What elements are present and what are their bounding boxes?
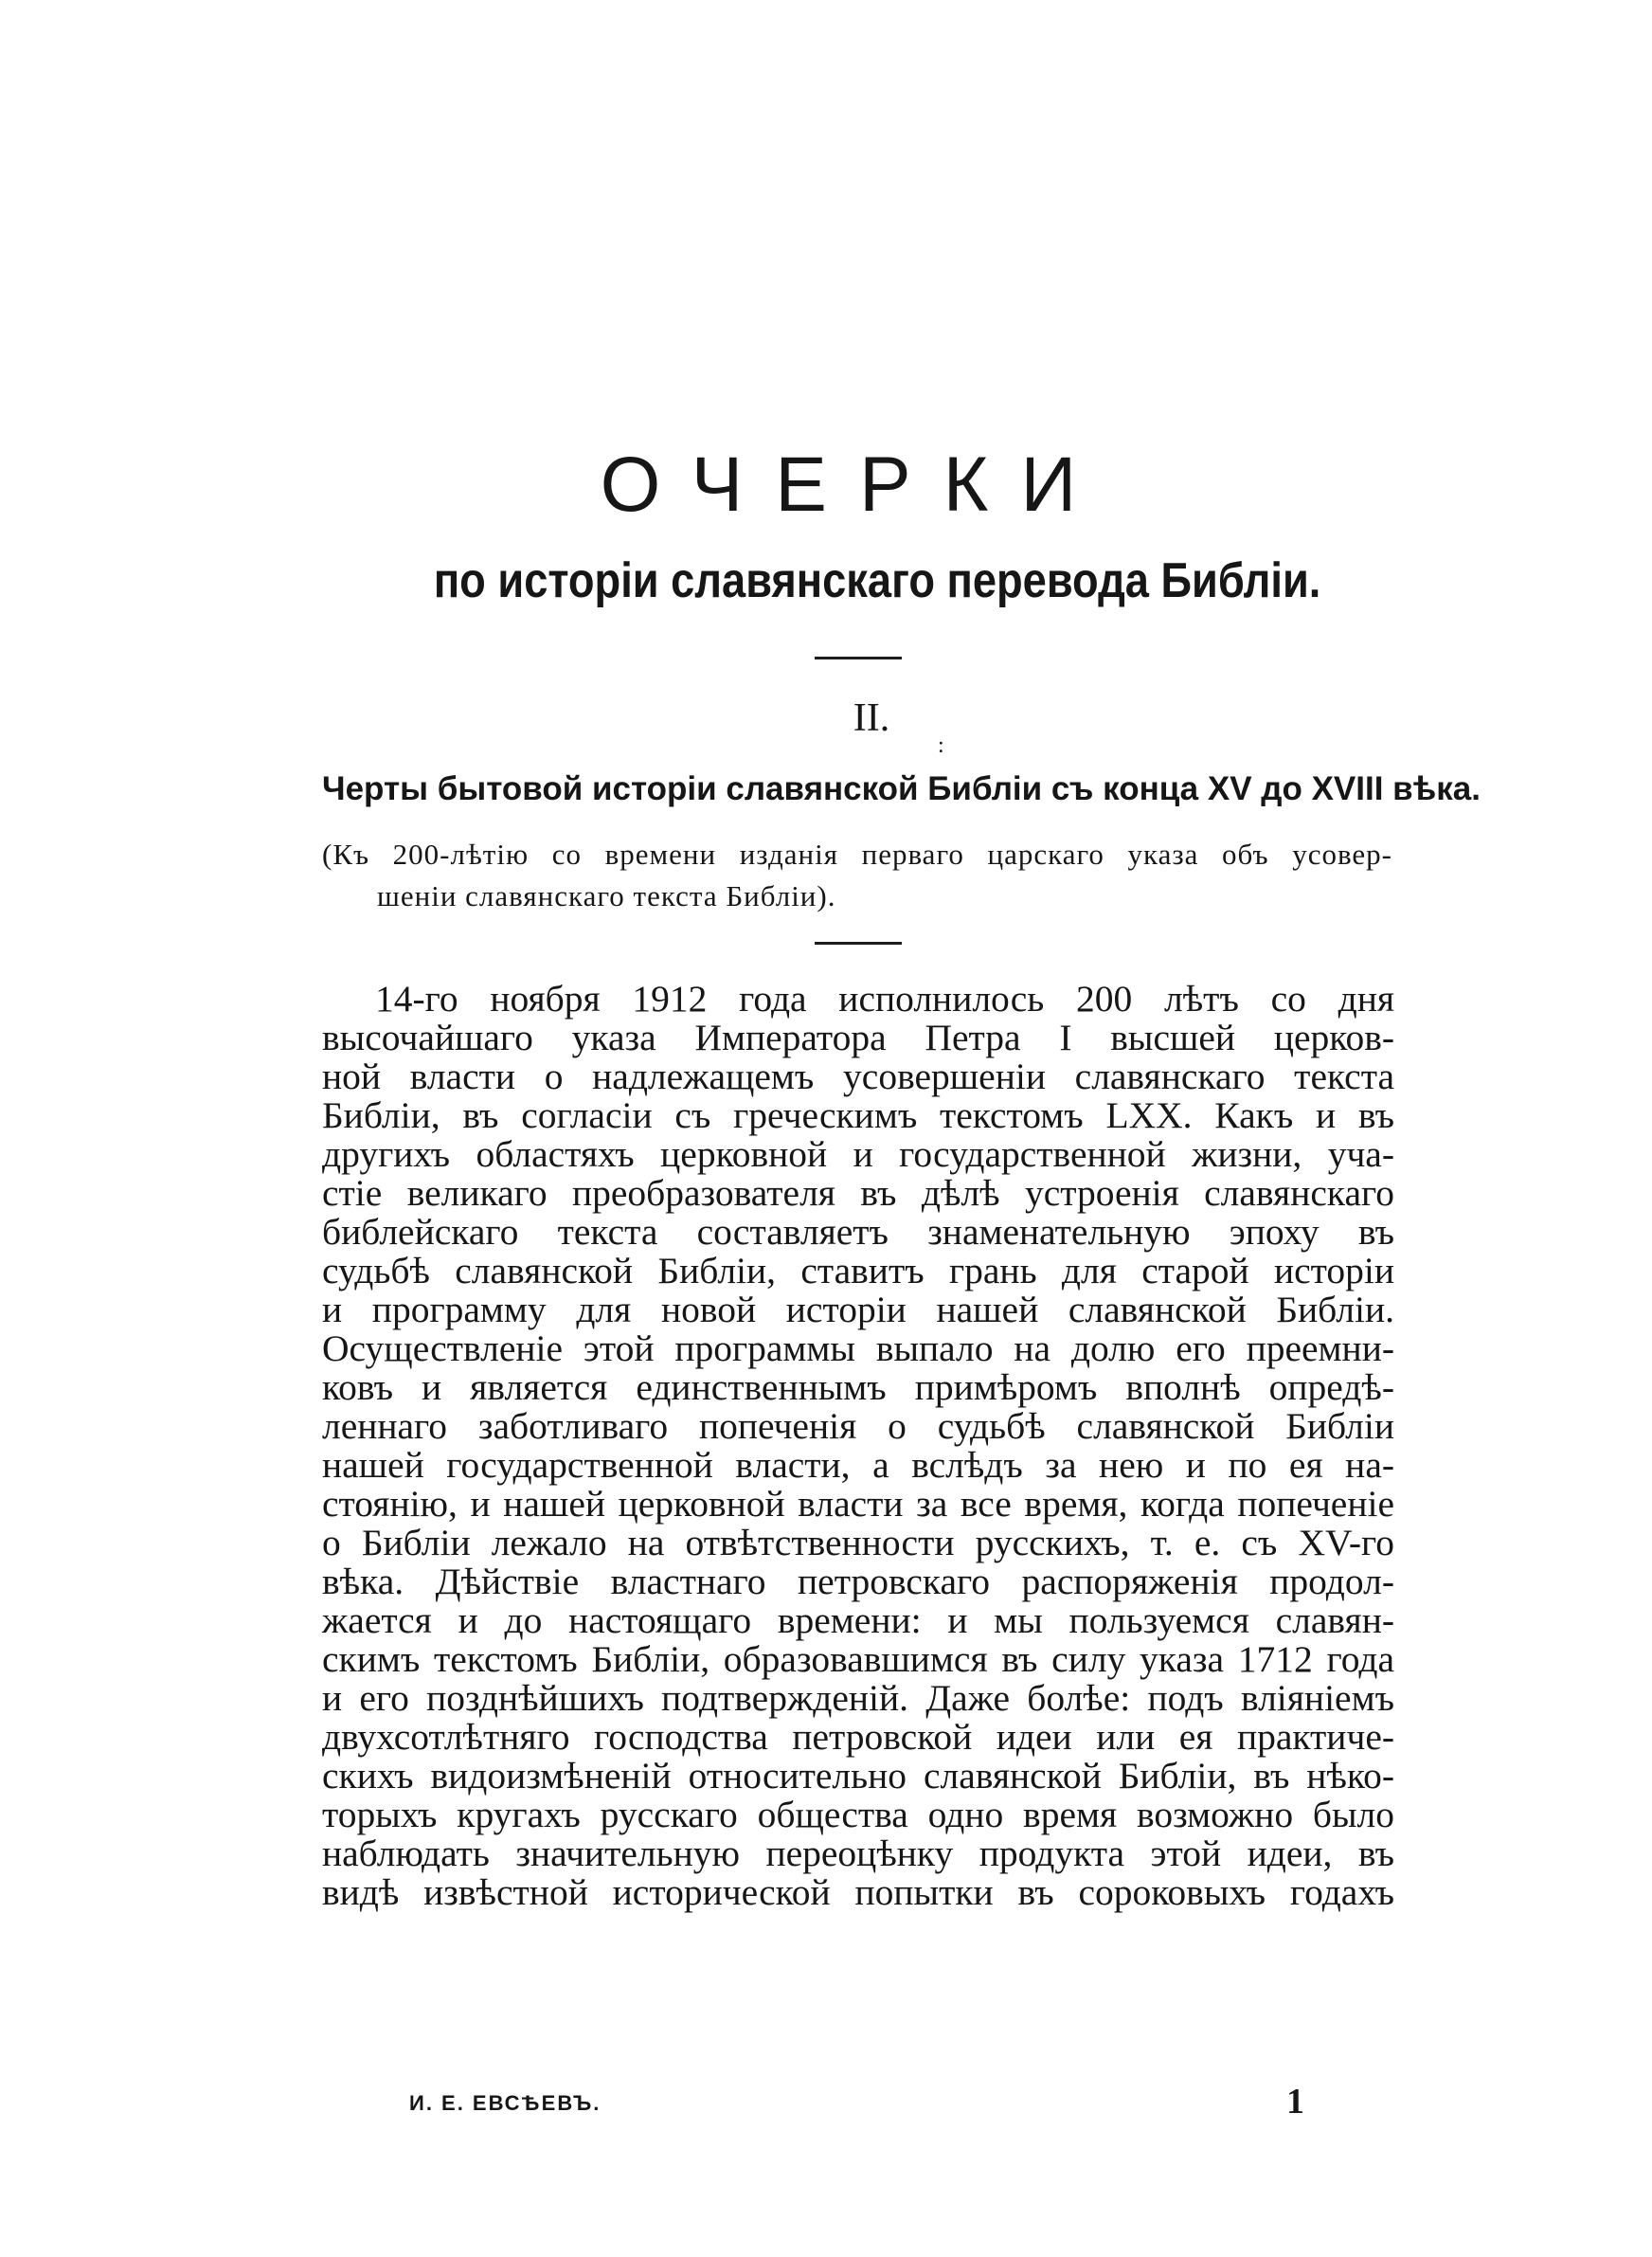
- body-line: жается и до настоящаго времени: и мы пользуемся славян-: [322, 1599, 1394, 1641]
- body-line: ной власти о надлежащемъ усовершеніи славянскаго текста: [322, 1056, 1394, 1097]
- footer-author-signature: И. Е. ЕВСѢЕВЪ.: [409, 2091, 602, 2115]
- body-line: ковъ и является единственнымъ примѣромъ вполнѣ опредѣ-: [322, 1366, 1394, 1408]
- document-subtitle: по исторіи славянскаго перевода Библіи.: [433, 553, 1321, 608]
- body-line: видѣ извѣстной исторической попытки въ сороковыхъ годахъ: [322, 1871, 1394, 1913]
- body-line: Осуществленіе этой программы выпало на долю его преемни-: [322, 1327, 1394, 1369]
- body-line: о Библіи лежало на отвѣтственности русскихъ, т. е. съ XV-го: [322, 1522, 1394, 1563]
- dedication-line: шеніи славянскаго текста Библіи).: [377, 879, 836, 912]
- body-line: леннаго заботливаго попеченія о судьбѣ славянской Библіи: [322, 1405, 1394, 1447]
- body-line: двухсотлѣтняго господства петровской идеи или ея практиче-: [322, 1716, 1394, 1758]
- body-line: Библіи, въ согласіи съ греческимъ текстомъ LXX. Какъ и въ: [322, 1094, 1394, 1136]
- body-line: вѣка. Дѣйствіе властнаго петровскаго распоряженія продол-: [322, 1561, 1394, 1602]
- body-line: высочайшаго указа Императора Петра I высшей церков-: [322, 1017, 1394, 1058]
- body-line: нашей государственной власти, а вслѣдъ за нею и по ея на-: [322, 1444, 1394, 1486]
- section-heading: Черты бытовой исторіи славянской Библіи съ конца XV до XVIII вѣка.: [322, 770, 1481, 807]
- body-line: торыхъ кругахъ русскаго общества одно время возможно было: [322, 1794, 1394, 1835]
- page-number: 1: [1286, 2082, 1304, 2122]
- separator-rule: [815, 942, 902, 945]
- part-number: II.: [853, 696, 890, 740]
- body-line: библейскаго текста составляетъ знаменательную эпоху въ: [322, 1211, 1394, 1253]
- dedication-note: [322, 834, 1392, 917]
- document-title: ОЧЕРКИ: [600, 442, 1109, 528]
- dedication-line: (Къ 200-лѣтію со времени изданія перваго царскаго указа объ усовер-: [322, 838, 1392, 871]
- stray-print-mark: :: [938, 733, 944, 758]
- body-paragraph: [322, 980, 1394, 1912]
- body-line: стоянію, и нашей церковной власти за все время, когда попеченіе: [322, 1483, 1394, 1525]
- body-line: скихъ видоизмѣненій относительно славянской Библіи, въ нѣко-: [322, 1755, 1394, 1797]
- body-line: скимъ текстомъ Библіи, образовавшимся въ силу указа 1712 года: [322, 1638, 1394, 1680]
- body-line: другихъ областяхъ церковной и государственной жизни, уча-: [322, 1133, 1394, 1175]
- body-line: 14-го ноября 1912 года исполнилось 200 лѣтъ со дня: [375, 978, 1394, 1020]
- body-line: судьбѣ славянской Библіи, ставитъ грань для старой исторіи: [322, 1250, 1394, 1291]
- body-line: и его позднѣйшихъ подтвержденій. Даже болѣе: подъ вліяніемъ: [322, 1677, 1394, 1719]
- body-line: наблюдать значительную переоцѣнку продукта этой идеи, въ: [322, 1833, 1394, 1874]
- body-line: стіе великаго преобразователя въ дѣлѣ устроенія славянскаго: [322, 1172, 1394, 1214]
- separator-rule: [815, 657, 902, 659]
- body-line: и программу для новой исторіи нашей славянской Библіи.: [322, 1289, 1394, 1330]
